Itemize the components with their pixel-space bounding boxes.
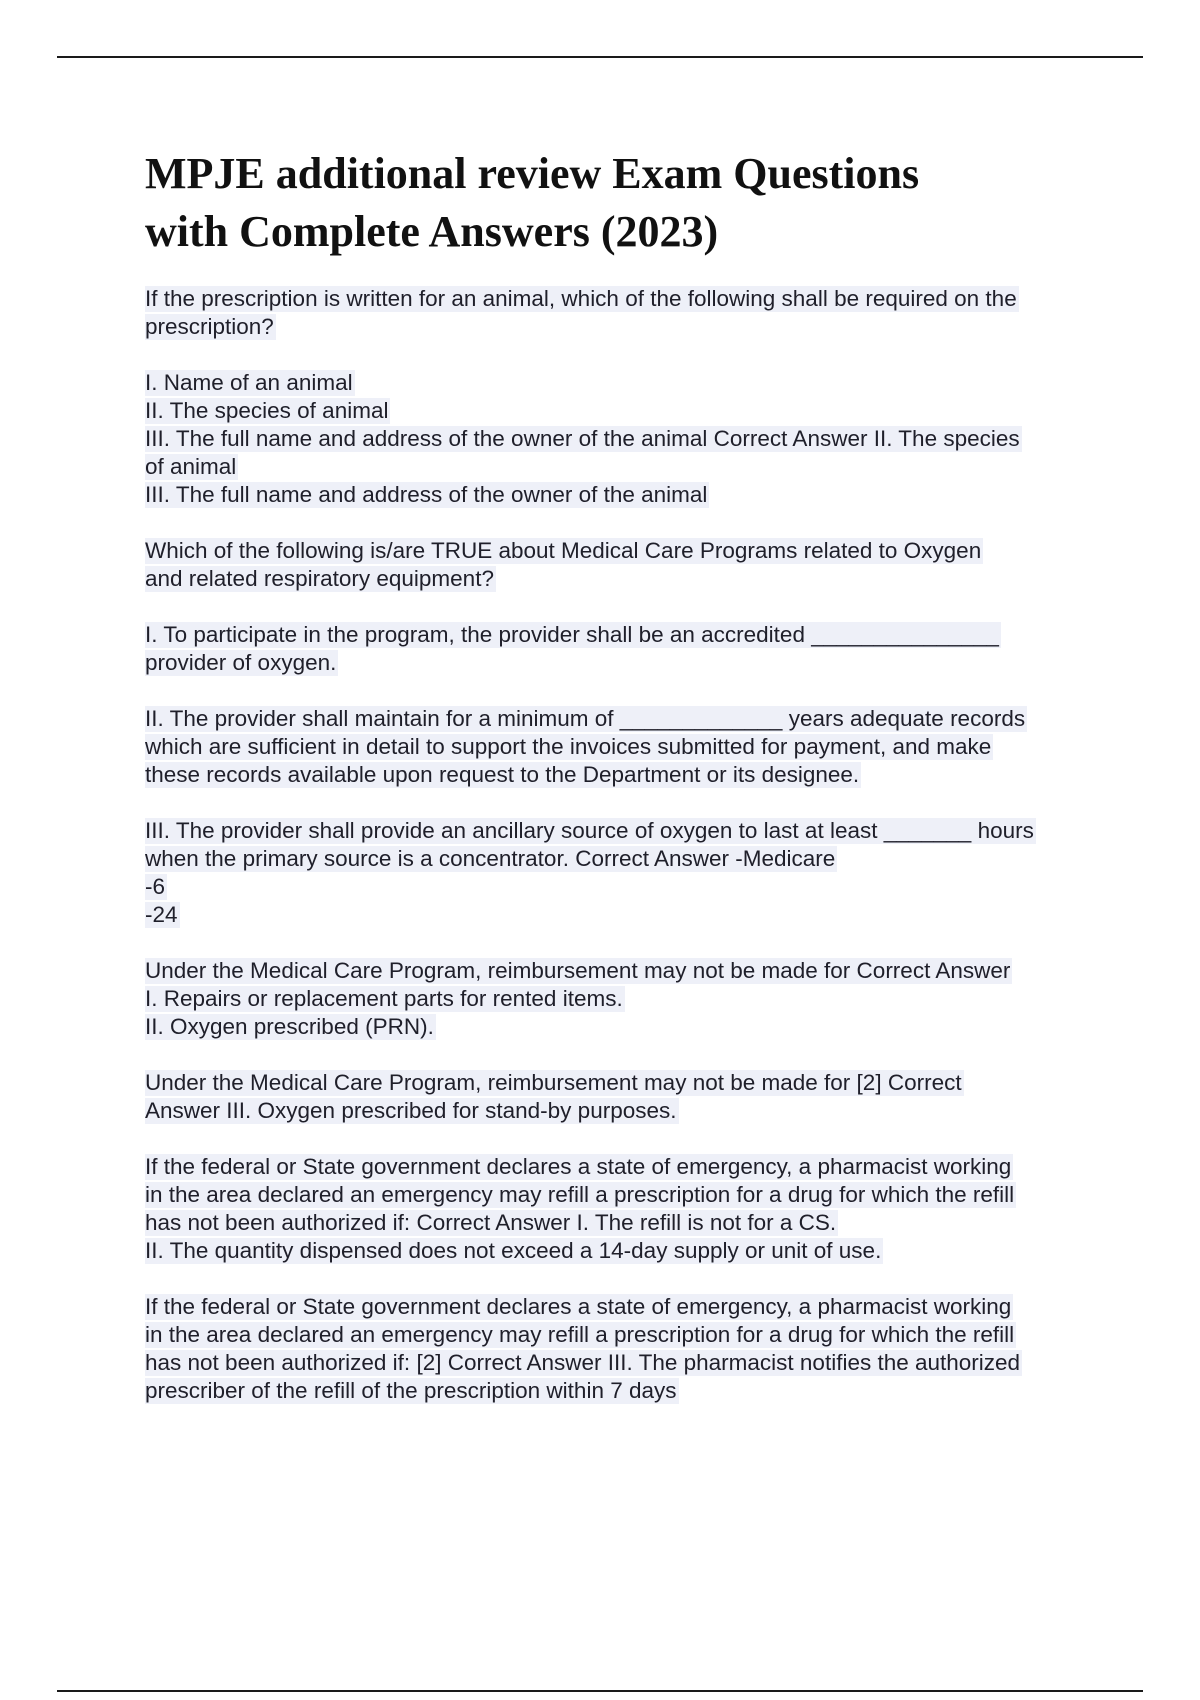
text-line: has not been authorized if: [2] Correct Answer III. The pharmacist notifies the authorized bbox=[145, 1350, 1021, 1375]
title-line: MPJE additional review Exam Questions bbox=[145, 149, 920, 198]
text-line: If the federal or State government declares a state of emergency, a pharmacist working bbox=[145, 1154, 1012, 1179]
top-rule bbox=[57, 56, 1143, 58]
text-line: If the prescription is written for an animal, which of the following shall be required on the bbox=[145, 286, 1017, 311]
text-line: which are sufficient in detail to support the invoices submitted for payment, and make bbox=[145, 734, 992, 759]
text-line: in the area declared an emergency may refill a prescription for a drug for which the refill bbox=[145, 1182, 1015, 1207]
text-line: these records available upon request to the Department or its designee. bbox=[145, 762, 860, 787]
question-block bbox=[145, 537, 1090, 593]
text-line: provider of oxygen. bbox=[145, 650, 337, 675]
text-line: I. Name of an animal bbox=[145, 370, 353, 395]
text-line: in the area declared an emergency may refill a prescription for a drug for which the refill bbox=[145, 1322, 1015, 1347]
text-line: II. The provider shall maintain for a minimum of _____________ years adequate records bbox=[145, 706, 1026, 731]
text-line: Under the Medical Care Program, reimbursement may not be made for Correct Answer bbox=[145, 958, 1011, 983]
answer-block bbox=[145, 369, 1090, 509]
answer-block bbox=[145, 817, 1090, 929]
question-block bbox=[145, 285, 1090, 341]
text-line: of animal bbox=[145, 454, 237, 479]
text-line: prescriber of the refill of the prescription within 7 days bbox=[145, 1378, 677, 1403]
answer-block bbox=[145, 1153, 1090, 1265]
bottom-rule bbox=[57, 1690, 1143, 1692]
text-line: -24 bbox=[145, 902, 178, 927]
text-line: Under the Medical Care Program, reimbursement may not be made for [2] Correct bbox=[145, 1070, 962, 1095]
question-block bbox=[145, 621, 1090, 677]
answer-block bbox=[145, 1069, 1090, 1125]
question-block bbox=[145, 705, 1090, 789]
text-line: III. The provider shall provide an ancillary source of oxygen to last at least _______ hours bbox=[145, 818, 1034, 843]
document-title bbox=[145, 145, 1090, 261]
document-page bbox=[145, 145, 1090, 1433]
text-line: has not been authorized if: Correct Answer I. The refill is not for a CS. bbox=[145, 1210, 837, 1235]
title-line: with Complete Answers (2023) bbox=[145, 207, 719, 256]
text-line: If the federal or State government declares a state of emergency, a pharmacist working bbox=[145, 1294, 1012, 1319]
text-line: Answer III. Oxygen prescribed for stand-by purposes. bbox=[145, 1098, 677, 1123]
text-line: when the primary source is a concentrator. Correct Answer -Medicare bbox=[145, 846, 836, 871]
answer-block bbox=[145, 1293, 1090, 1405]
text-line: -6 bbox=[145, 874, 166, 899]
text-line: I. Repairs or replacement parts for rented items. bbox=[145, 986, 623, 1011]
answer-block bbox=[145, 957, 1090, 1041]
text-line: Which of the following is/are TRUE about Medical Care Programs related to Oxygen bbox=[145, 538, 982, 563]
text-line: II. The quantity dispensed does not exceed a 14-day supply or unit of use. bbox=[145, 1238, 882, 1263]
text-line: III. The full name and address of the owner of the animal Correct Answer II. The species bbox=[145, 426, 1020, 451]
text-line: III. The full name and address of the owner of the animal bbox=[145, 482, 708, 507]
text-line: II. The species of animal bbox=[145, 398, 389, 423]
text-line: and related respiratory equipment? bbox=[145, 566, 494, 591]
text-line: I. To participate in the program, the provider shall be an accredited _______________ bbox=[145, 622, 999, 647]
text-line: prescription? bbox=[145, 314, 274, 339]
text-line: II. Oxygen prescribed (PRN). bbox=[145, 1014, 434, 1039]
